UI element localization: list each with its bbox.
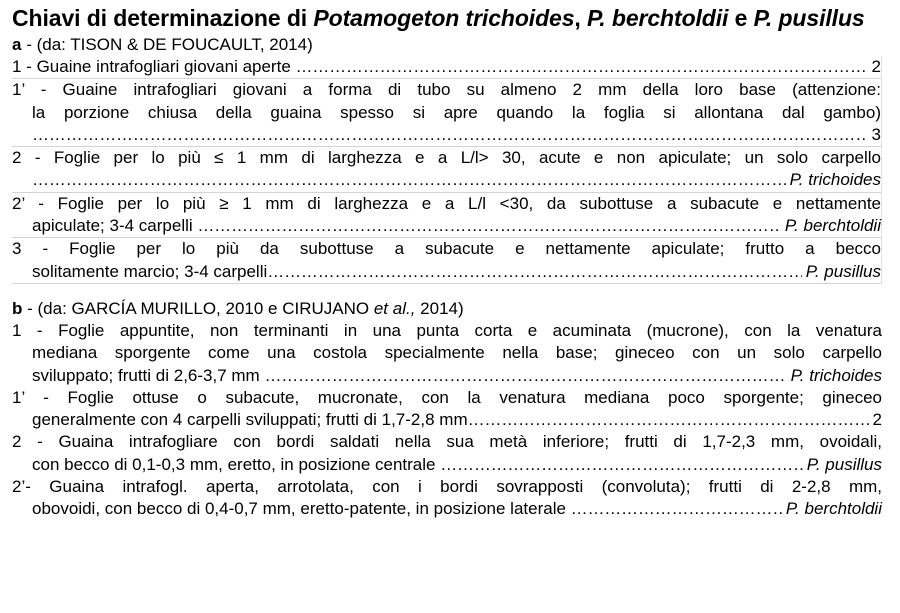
key-entry-result: P. pusillus [805, 261, 881, 281]
dot-leader [32, 169, 786, 191]
key-entry-number: 1 - [12, 320, 59, 340]
title-prefix: Chiavi di determinazione di [12, 5, 314, 31]
key-entry-number: 2 - [12, 148, 54, 168]
key-entry-text: generalmente con 4 carpelli sviluppati; frutti di 1,7-2,8 mm [32, 410, 468, 430]
key-entry [12, 387, 882, 432]
section-b-citation-prefix: - (da: GARCÍA MURILLO, 2010 e CIRUJANO [22, 298, 374, 318]
section-a-source [12, 34, 882, 56]
key-entry-line [12, 454, 882, 476]
key-entry-number: 1’ - [12, 387, 68, 407]
key-section-a [12, 34, 882, 284]
key-entry-number: 2’ - [12, 193, 58, 213]
title-species-3: P. pusillus [753, 5, 865, 31]
title-separator-2: e [728, 5, 754, 31]
key-entry-line [12, 320, 882, 342]
key-entry-line [12, 365, 882, 387]
section-a-letter: a [12, 35, 22, 54]
key-entry-text: Foglie per lo più ≤ 1 mm di larghezza e a L/l> 30, acute e non apiculate; un solo carpello [53, 148, 882, 168]
key-entry-line [12, 261, 881, 283]
key-entry-text: Foglie per lo più ≥ 1 mm di larghezza e a L/l <30, da subottuse a subacute e nettamente [57, 193, 881, 213]
key-entry-number: 1 - [12, 57, 37, 76]
key-entry-line [12, 147, 881, 169]
key-entry-line [12, 498, 882, 520]
key-entry-line [12, 342, 882, 364]
key-entry-text: Guaine intrafogliari giovani a forma di tubo su almeno 2 mm della loro base (attenzione: [62, 80, 881, 100]
key-entry-text: obovoidi, con becco di 0,4-0,7 mm, eretto-patente, in posizione laterale [32, 499, 571, 519]
section-b-source [12, 298, 882, 320]
key-entry-number: 2’- [12, 477, 50, 497]
key-entry-line [12, 79, 881, 101]
key-entry-number: 2 - [12, 432, 59, 452]
key-entry [12, 476, 882, 521]
key-entry-result: P. pusillus [806, 454, 882, 474]
section-a-citation: - (da: TISON & DE FOUCAULT, 2014) [21, 35, 313, 54]
key-section-b [12, 298, 882, 521]
section-b-entries [12, 320, 882, 521]
key-entry [12, 192, 881, 238]
key-entry-number: 1’ - [12, 80, 63, 100]
key-entry-line [12, 193, 881, 215]
dot-leader [296, 56, 868, 78]
key-entry-text: mediana sporgente come una costola specialmente nella base; gineceo con un solo carpello [32, 343, 882, 363]
page-title [12, 6, 882, 31]
key-entry [12, 56, 881, 78]
dot-leader [440, 454, 802, 476]
dot-leader [32, 124, 868, 146]
section-b-citation-etal: et al., [373, 298, 416, 318]
key-entry-text: Foglie per lo più da subottuse a subacute e nettamente apiculate; frutto a becco [69, 239, 881, 259]
key-entry-line [12, 215, 881, 237]
key-entry-line [12, 56, 881, 78]
title-separator-1: , [574, 5, 588, 31]
key-entry-line [12, 124, 881, 146]
key-entry-text: Guaina intrafogliare con bordi saldati nella sua metà inferiore; frutti di 1,7-2,3 mm, ovoidali, [58, 432, 883, 452]
section-b-letter: b [12, 298, 23, 318]
key-entry-result: 2 [871, 57, 881, 76]
dot-leader [197, 215, 781, 237]
dot-leader [267, 261, 801, 283]
title-species-2: P. berchtoldii [587, 5, 729, 31]
key-entry-text: Foglie appuntite, non terminanti in una punta corta e acuminata (mucrone), con la venatura [58, 320, 882, 340]
key-entry [12, 146, 881, 192]
key-entry [12, 237, 881, 283]
dot-leader [264, 365, 786, 387]
dot-leader [571, 498, 782, 520]
key-entry-line [12, 102, 881, 124]
key-entry-line [12, 387, 882, 409]
key-entry-line [12, 476, 882, 498]
key-entry-result: P. berchtoldii [784, 216, 881, 236]
section-a-entries [12, 56, 882, 284]
key-entry-result: 2 [872, 410, 882, 430]
key-entry [12, 320, 882, 387]
key-entry-result: P. berchtoldii [785, 499, 882, 519]
key-entry [12, 78, 881, 146]
key-entry-number: 3 - [12, 239, 70, 259]
key-entry-text: la porzione chiusa della guaina spesso si apre quando la foglia si allontana dal gambo) [32, 102, 881, 122]
key-entry-line [12, 409, 882, 431]
key-entry-text: Guaine intrafogliari giovani aperte [36, 57, 296, 76]
key-entry [12, 431, 882, 476]
key-entry-text: apiculate; 3-4 carpelli [32, 216, 198, 236]
key-entry-line [12, 169, 881, 191]
key-entry-text: sviluppato; frutti di 2,6-3,7 mm [32, 365, 265, 385]
key-entry-result: 3 [871, 124, 881, 144]
dot-leader [468, 409, 869, 431]
key-entry-line [12, 431, 882, 453]
section-b-citation-suffix: 2014) [415, 298, 464, 318]
key-entry-result: P. trichoides [789, 170, 881, 190]
key-entry-result: P. trichoides [790, 365, 882, 385]
document-page [12, 6, 882, 521]
key-entry-text: Guaina intrafogl. aperta, arrotolata, con i bordi sovrapposti (convoluta); frutti di 2-2,8 mm, [49, 477, 882, 497]
key-entry-text: solitamente marcio; 3-4 carpelli [32, 261, 268, 281]
title-species-1: Potamogeton trichoides [313, 5, 575, 31]
key-entry-line [12, 238, 881, 260]
key-entry-text: Foglie ottuse o subacute, mucronate, con la venatura mediana poco sporgente; gineceo [67, 387, 882, 407]
key-entry-text: con becco di 0,1-0,3 mm, eretto, in posizione centrale [32, 454, 441, 474]
